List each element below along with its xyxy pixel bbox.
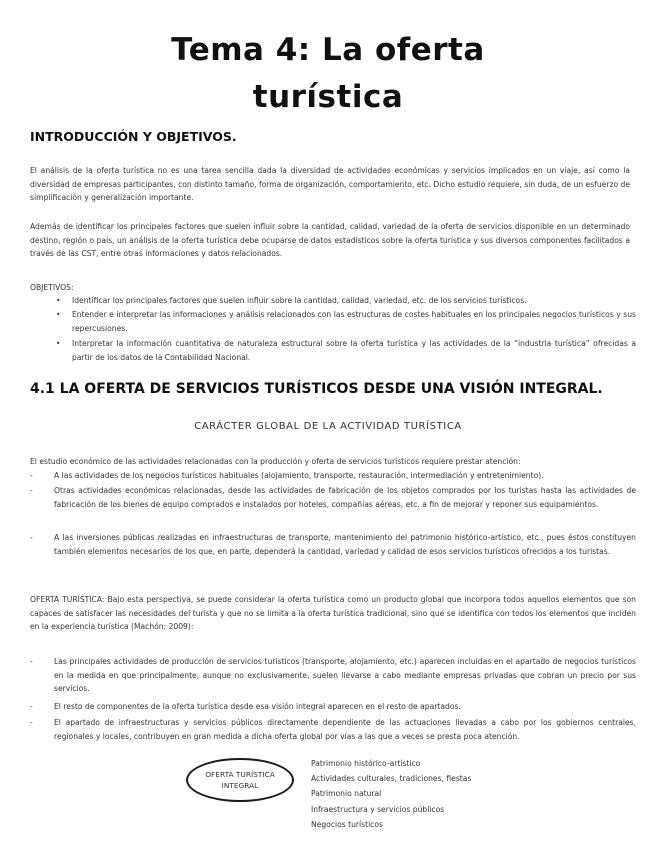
- components-list: [311, 756, 471, 832]
- bullet-icon: •: [56, 339, 61, 348]
- oval-label-line-1: OFERTA TURÍSTICA: [205, 770, 275, 779]
- component-item: Actividades culturales, tradiciones, fiestas: [311, 774, 472, 784]
- dash-item: - Otras actividades económicas relacionadas, desde las actividades de fabricación de los objetos comprados por los turistas hasta las actividades de fabricación de los bienes de equipo comprados e instalados por hoteles, compañías aéreas, etc. a fin de mejorar y reponer sus equipamientos.: [30, 486, 636, 509]
- component-item: Infraestructura y servicios públicos: [311, 804, 445, 814]
- dash-marker: -: [30, 533, 33, 542]
- dash-marker: -: [30, 702, 33, 711]
- dash-item: - Las principales actividades de producción de servicios turísticos (transporte, alojamiento, etc.) aparecen incluidas en el apartado de negocios turísticos en la medida en que principalmente, aunque no exclusivamente, suelen llevarse a cabo mediante empresas privadas que cobran un precio por sus servicios.: [30, 657, 636, 693]
- dash-marker: -: [30, 657, 33, 666]
- component-item: Negocios turísticos: [311, 819, 383, 829]
- intro-paragraph-1: El análisis de la oferta turística no es una tarea sencilla dada la diversidad de actividades económicas y servicios implicados en un viaje, así como la diversidad de empresas participantes, con distinto tamaño, forma de organización, comportamiento, etc. Dicho estudio requiere, sin duda, de un esfuerzo de simplificación y generalización importante.: [30, 166, 630, 202]
- component-item: Patrimonio histórico-artístico: [311, 759, 421, 768]
- component-item: Patrimonio natural: [311, 789, 382, 799]
- oferta-turistica-paragraph: OFERTA TURÍSTICA: Bajo esta perspectiva, se puede considerar la oferta turística como un producto global que incorpora todos aquellos elementos que son capaces de satisfacer las necesidades del turista y que no se limita a la oferta turística tradicional, sino que se identifica con todos los elementos que inciden en la experiencia turística (Machón; 2009):: [30, 595, 636, 631]
- objetivo-item: • Identificar los principales factores que suelen influir sobre la cantidad, calidad, variedad, etc. de los servicios turísticos.: [56, 294, 636, 308]
- dash-item: - El resto de componentes de la oferta turística desde esa visión integral aparecen en el resto de apartados.: [30, 700, 636, 714]
- dash-item: - El apartado de infraestructuras y servicios públicos directamente dependiente de las actuaciones llevadas a cabo por los gobiernos centrales, regionales y locales, contribuyen en gran medida a dicha oferta global por vías a las que a veces se presta poca atención.: [30, 718, 636, 741]
- objetivos-label: OBJETIVOS:: [30, 283, 74, 292]
- dash-marker: -: [30, 718, 33, 727]
- oferta-integral-oval: [186, 758, 294, 802]
- objetivo-item: • Interpretar la información cuantitativa de naturaleza estructural sobre la oferta turística y las actividades de la “industria turística” ofrecidas a partir de los datos de la Contabilidad Nacional.: [56, 339, 636, 362]
- section-4-1-heading: 4.1 LA OFERTA DE SERVICIOS TURÍSTICOS DESDE UNA VISIÓN INTEGRAL.: [30, 381, 603, 397]
- page-title-line-1: Tema 4: La oferta: [171, 32, 485, 68]
- dash-marker: -: [30, 486, 33, 495]
- dash-marker: -: [30, 471, 33, 480]
- section-paragraph-1: El estudio económico de las actividades relacionadas con la producción y oferta de servicios turísticos requiere prestar atención:: [30, 457, 521, 466]
- bullet-icon: •: [56, 296, 61, 305]
- page-title-line-2: turística: [252, 79, 404, 115]
- section-subheading: CARÁCTER GLOBAL DE LA ACTIVIDAD TURÍSTICA: [194, 421, 462, 432]
- intro-paragraph-2: Además de identificar los principales factores que suelen influir sobre la cantidad, calidad, variedad de la oferta de servicios disponible en un determinado destino, región o país, un análisis de la oferta turística debe ocuparse de datos estadísticos sobre la oferta turística y sus diversos componentes facilitados a través de las CST, entre otras informaciones y datos relacionados.: [30, 222, 630, 258]
- intro-heading: INTRODUCCIÓN Y OBJETIVOS.: [30, 129, 237, 144]
- objetivo-item: • Entender e interpretar las informaciones y análisis relacionados con las estructuras de costes habituales en los principales negocios turísticos y sus repercusiones.: [56, 310, 636, 333]
- oval-label-line-2: INTEGRAL: [221, 781, 259, 790]
- dash-item: - A las actividades de los negocios turísticos habituales (alojamiento, transporte, restauración, intermediación y entretenimiento).: [30, 469, 636, 483]
- dash-item: - A las inversiones públicas realizadas en infraestructuras de transporte, mantenimiento del patrimonio histórico-artístico, etc., pues éstos constituyen también elementos necesarios de los que, en parte, dependerá la cantidad, variedad y calidad de esos servicios turísticos ofrecidos a los turistas.: [30, 533, 636, 556]
- bullet-icon: •: [56, 310, 61, 319]
